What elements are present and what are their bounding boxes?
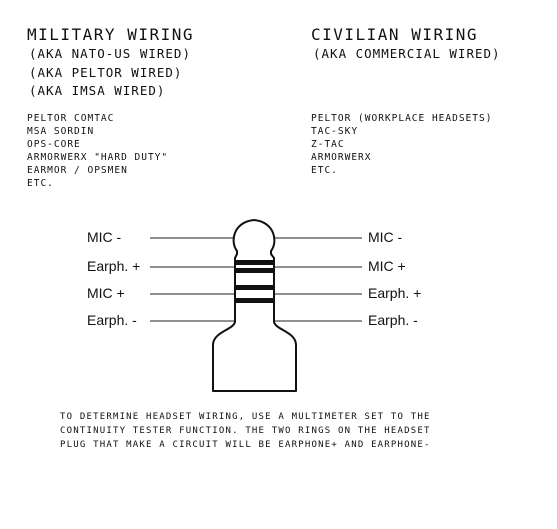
instruction-line: TO DETERMINE HEADSET WIRING, USE A MULTIMETER SET TO THE [60,412,431,422]
civilian-aka-1: (AKA COMMERCIAL WIRED) [313,46,501,61]
military-brand: EARMOR / OPSMEN [27,165,128,176]
military-title: MILITARY WIRING [27,25,194,44]
plug-outline [213,220,296,391]
instruction-line: CONTINUITY TESTER FUNCTION. THE TWO RINGS ON THE HEADSET [60,426,431,436]
civilian-brand: ARMORWERX [311,152,372,163]
military-brand: OPS-CORE [27,139,81,150]
military-brand: ARMORWERX "HARD DUTY" [27,152,169,163]
left-label-earph-minus: Earph. - [87,312,137,328]
military-aka-1: (AKA NATO-US WIRED) [29,46,191,61]
military-brand: MSA SORDIN [27,126,95,137]
civilian-brand: Z-TAC [311,139,345,150]
plug-ring-2 [235,268,274,273]
plug-ring-1 [235,260,274,265]
right-label-earph-minus: Earph. - [368,312,418,328]
civilian-brand: TAC-SKY [311,126,359,137]
left-label-mic-minus: MIC - [87,229,122,245]
military-brand: PELTOR COMTAC [27,113,115,124]
instruction-line: PLUG THAT MAKE A CIRCUIT WILL BE EARPHONE+ AND EARPHONE- [60,440,431,450]
military-aka-3: (AKA IMSA WIRED) [29,83,166,98]
instruction-note [60,410,431,452]
left-label-mic-plus: MIC + [87,285,125,301]
civilian-brand: ETC. [311,165,338,176]
civilian-title: CIVILIAN WIRING [311,25,478,44]
military-aka-2: (AKA PELTOR WIRED) [29,65,183,80]
military-brand: ETC. [27,178,54,189]
plug-ring-4 [235,298,274,303]
right-label-earph-plus: Earph. + [368,285,422,301]
plug-ring-3 [235,285,274,290]
civilian-brand: PELTOR (WORKPLACE HEADSETS) [311,113,493,124]
left-label-earph-plus: Earph. + [87,258,141,274]
right-label-mic-minus: MIC - [368,229,403,245]
right-label-mic-plus: MIC + [368,258,406,274]
